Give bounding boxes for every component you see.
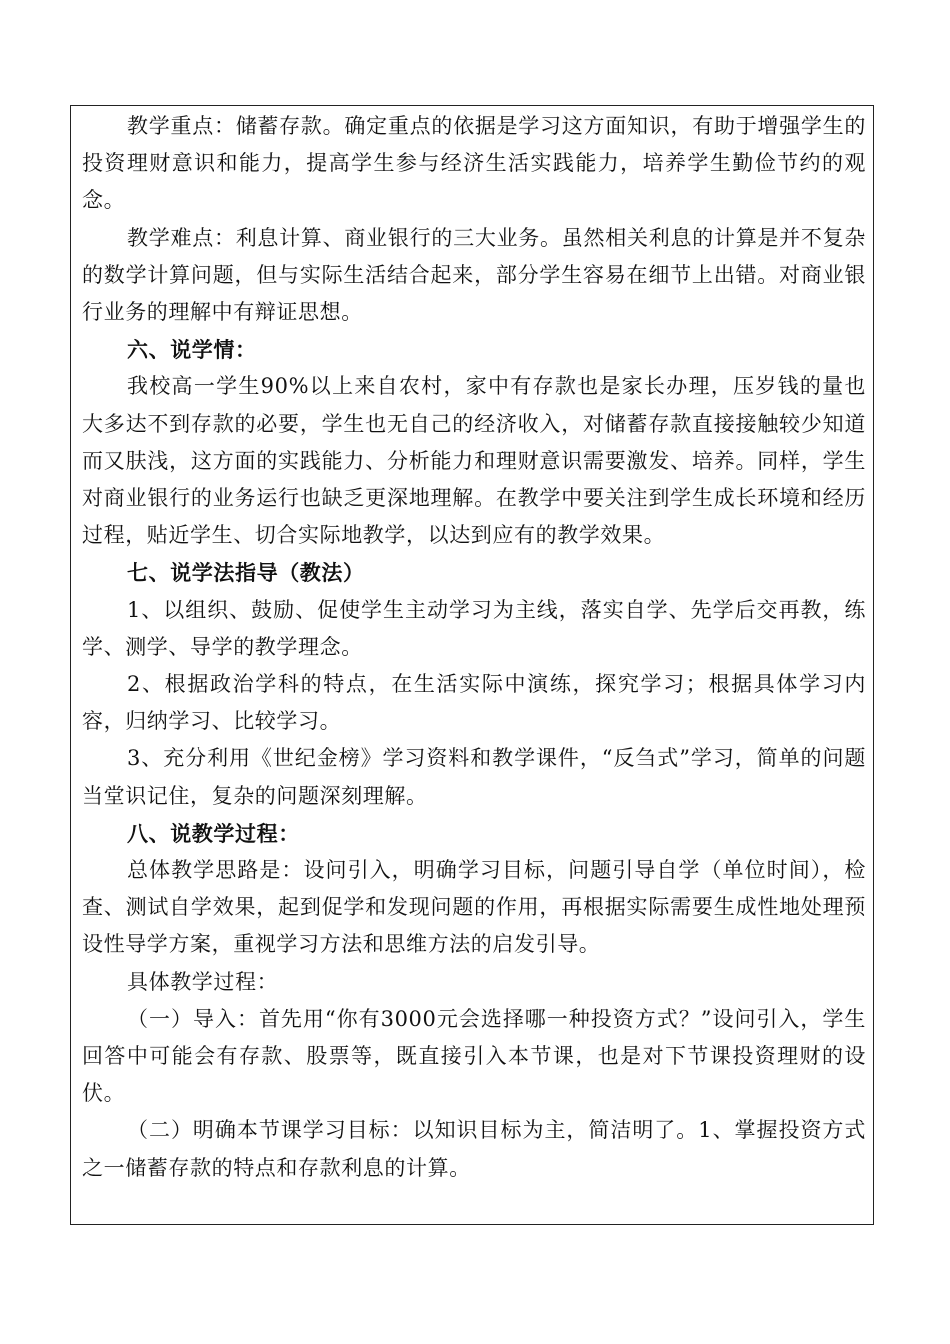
document-body bbox=[82, 108, 866, 1187]
method-item-3: 3、充分利用《世纪金榜》学习资料和教学课件，“反刍式”学习，简单的问题当堂识记住，复杂的问题深刻理解。 bbox=[82, 746, 866, 808]
key-point-paragraph: 教学重点：储蓄存款。确定重点的依据是学习这方面知识，有助于增强学生的投资理财意识和能力，提高学生参与经济生活实践能力，培养学生勤俭节约的观念。 bbox=[82, 114, 866, 213]
step-1-paragraph: （一）导入：首先用“你有3000元会选择哪一种投资方式？”设问引入，学生回答中可能会有存款、股票等，既直接引入本节课，也是对下节课投资理财的设伏。 bbox=[82, 1006, 866, 1106]
method-item-2: 2、根据政治学科的特点，在生活实际中演练，探究学习；根据具体学习内容，归纳学习、比较学习。 bbox=[82, 672, 866, 734]
overall-approach-paragraph: 总体教学思路是：设问引入，明确学习目标，问题引导自学（单位时间），检查、测试自学效果，起到促学和发现问题的作用，再根据实际需要生成性地处理预设性导学方案，重视学习方法和思维方法的启发引导。 bbox=[82, 858, 866, 957]
step-2-paragraph: （二）明确本节课学习目标：以知识目标为主，简洁明了。1、掌握投资方式之一储蓄存款的特点和存款利息的计算。 bbox=[82, 1118, 866, 1180]
difficulty-paragraph: 教学难点：利息计算、商业银行的三大业务。虽然相关利息的计算是并不复杂的数学计算问题，但与实际生活结合起来，部分学生容易在细节上出错。对商业银行业务的理解中有辩证思想。 bbox=[82, 225, 866, 325]
section-heading-6: 六、说学情： bbox=[127, 337, 257, 363]
student-situation-paragraph: 我校高一学生90%以上来自农村，家中有存款也是家长办理，压岁钱的量也大多达不到存款的必要，学生也无自己的经济收入，对储蓄存款直接接触较少知道而又肤浅，这方面的实践能力、分析能力和理财意识需要激发、培养。同样，学生对商业银行的业务运行也缺乏更深地理解。在教学中要关注到学生成长环境和经历过程，贴近学生、切合实际地教学，以达到应有的教学效果。 bbox=[82, 374, 866, 548]
specific-process-label: 具体教学过程： bbox=[127, 969, 279, 994]
section-heading-8: 八、说教学过程： bbox=[127, 820, 300, 846]
method-item-1: 1、以组织、鼓励、促使学生主动学习为主线，落实自学、先学后交再教，练学、测学、导学的教学理念。 bbox=[82, 597, 866, 659]
section-heading-7: 七、说学法指导（教法） bbox=[127, 560, 365, 586]
